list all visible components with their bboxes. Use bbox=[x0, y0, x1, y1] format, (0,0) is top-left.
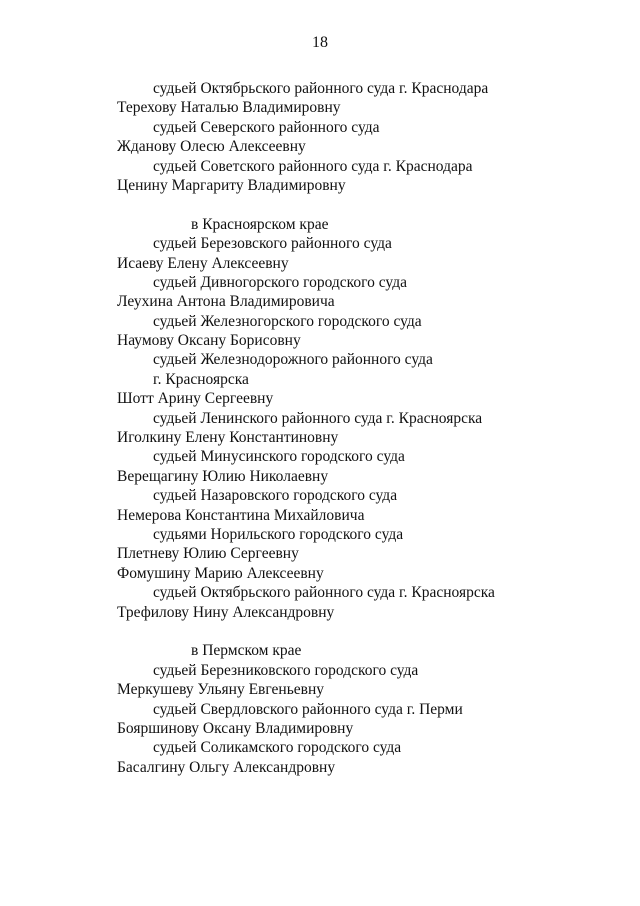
court-appointment-line: судьей Октябрьского районного суда г. Красноярска bbox=[153, 584, 495, 602]
judge-name-line: Исаеву Елену Алексеевну bbox=[117, 254, 289, 272]
court-appointment-line: судьями Норильского городского суда bbox=[153, 525, 404, 543]
judge-name-line: Ценину Маргариту Владимировну bbox=[117, 176, 346, 194]
judge-name-line: Плетневу Юлию Сергеевну bbox=[117, 545, 299, 563]
judge-name-line: Шотт Арину Сергеевну bbox=[117, 390, 274, 408]
judge-name-line: Немерова Константина Михайловича bbox=[117, 506, 365, 524]
judge-name-line: Верещагину Юлию Николаевну bbox=[117, 467, 329, 485]
court-appointment-line: судьей Ленинского районного суда г. Красноярска bbox=[153, 409, 483, 427]
judge-name-line: Трефилову Нину Александровну bbox=[117, 603, 335, 621]
court-appointment-line: судьей Березовского районного суда bbox=[153, 235, 392, 253]
court-appointment-line: судьей Назаровского городского суда bbox=[153, 487, 398, 505]
judge-name-line: Бояршинову Оксану Владимировну bbox=[117, 719, 354, 737]
blank-line bbox=[117, 195, 587, 214]
judge-name-line: Басалгину Ольгу Александровну bbox=[117, 758, 336, 776]
court-appointment-line: судьей Березниковского городского суда bbox=[153, 661, 419, 679]
judge-name-line: Фомушину Марию Алексеевну bbox=[117, 564, 324, 582]
court-appointment-line: судьей Свердловского районного суда г. Перми bbox=[153, 700, 463, 718]
judge-name-line: Наумову Оксану Борисовну bbox=[117, 332, 301, 350]
judge-name-line: Леухина Антона Владимировича bbox=[117, 293, 335, 311]
page-number: 18 bbox=[312, 34, 328, 51]
court-appointment-line: судьей Минусинского городского суда bbox=[153, 448, 405, 466]
judge-name-line: Терехову Наталью Владимировну bbox=[117, 99, 341, 117]
court-appointment-line: судьей Северского районного суда bbox=[153, 118, 380, 136]
judge-name-line: Иголкину Елену Константиновну bbox=[117, 429, 339, 447]
judge-name-line: Жданову Олесю Алексеевну bbox=[117, 138, 306, 156]
court-appointment-line: судьей Советского районного суда г. Краснодара bbox=[153, 157, 473, 175]
region-heading: в Красноярском крае bbox=[191, 215, 329, 233]
judge-name-line: Меркушеву Ульяну Евгеньевну bbox=[117, 681, 325, 699]
court-appointment-line: судьей Железногорского городского суда bbox=[153, 312, 422, 330]
document-body bbox=[117, 79, 587, 777]
blank-line bbox=[117, 622, 587, 641]
court-appointment-line: судьей Соликамского городского суда bbox=[153, 739, 402, 757]
region-heading: в Пермском крае bbox=[191, 642, 302, 660]
court-appointment-line: г. Красноярска bbox=[153, 370, 249, 388]
court-appointment-line: судьей Дивногорского городского суда bbox=[153, 273, 407, 291]
court-appointment-line: судьей Октябрьского районного суда г. Краснодара bbox=[153, 80, 489, 97]
court-appointment-line: судьей Железнодорожного районного суда bbox=[153, 351, 433, 369]
